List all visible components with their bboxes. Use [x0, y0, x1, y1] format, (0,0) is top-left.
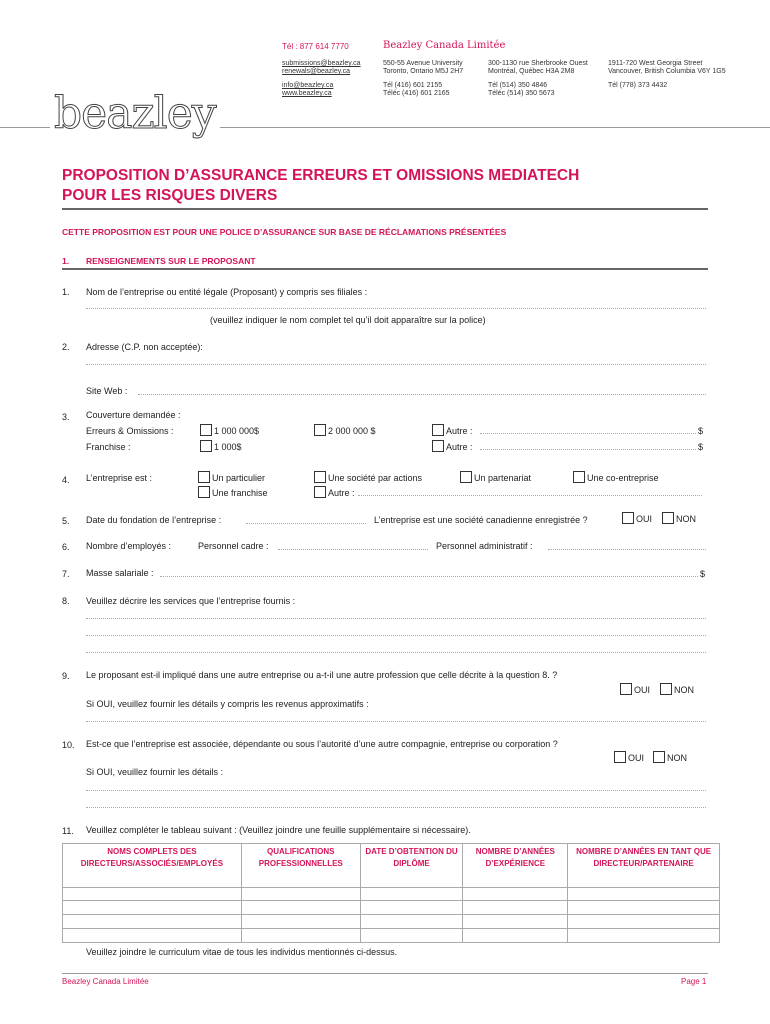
q10-non[interactable] — [653, 751, 687, 763]
q5-date-field[interactable] — [246, 514, 366, 524]
q3-label: Couverture demandée : — [86, 410, 181, 420]
table-cell[interactable] — [360, 888, 463, 901]
table-cell[interactable] — [63, 888, 242, 901]
vancouver-tel: Tél (778) 373 4432 — [608, 82, 668, 89]
q3-franchise-autre-field[interactable] — [480, 440, 696, 450]
montreal-fax: Téléc (514) 350 5673 — [488, 90, 555, 97]
option-label: Une co-entreprise — [587, 473, 659, 483]
oui-label: OUI — [634, 685, 651, 695]
col-header-date: DATE D’OBTENTION DU DIPLÔME — [360, 844, 463, 888]
footer-rule — [62, 973, 708, 974]
q4-opt-partenariat[interactable] — [460, 471, 531, 483]
q3-franchise-autre[interactable] — [432, 440, 473, 452]
oui-label: OUI — [628, 753, 645, 763]
table-row — [63, 915, 720, 929]
q9-label: Le proposant est-il impliqué dans une autre entreprise ou a-t-il une autre profession que celle décrite à la question 8. ? — [86, 670, 558, 680]
page-title — [62, 166, 579, 206]
q8-label: Veuillez décrire les services que l’entreprise fournis : — [86, 596, 296, 606]
table-cell[interactable] — [463, 901, 568, 915]
table-cell[interactable] — [360, 929, 463, 943]
q3-eo-label: Erreurs & Omissions : — [86, 426, 174, 436]
q3-opt-2m-label: 2 000 000 $ — [328, 426, 376, 436]
q11-label: Veuillez compléter le tableau suivant : (Veuillez joindre une feuille supplémentaire si nécessaire). — [86, 825, 471, 835]
q9-oui[interactable] — [620, 683, 650, 695]
q6-number: 6. — [62, 542, 70, 552]
q5-number: 5. — [62, 516, 70, 526]
table-row — [63, 929, 720, 943]
q4-number: 4. — [62, 475, 70, 485]
q3-franchise-autre-label: Autre : — [446, 442, 473, 452]
q2-label: Adresse (C.P. non acceptée): — [86, 342, 203, 352]
checkbox[interactable] — [620, 683, 632, 695]
col-header-qualifications: QUALIFICATIONS PROFESSIONNELLES — [241, 844, 360, 888]
q3-autre-field[interactable] — [480, 424, 696, 434]
q8-field-line-1[interactable] — [86, 610, 706, 619]
table-cell[interactable] — [63, 929, 242, 943]
q9-detail-label: Si OUI, veuillez fournir les détails y compris les revenus approximatifs : — [86, 699, 369, 709]
q3-franchise-label: Franchise : — [86, 442, 131, 452]
q8-field-line-3[interactable] — [86, 644, 706, 653]
q10-number: 10. — [62, 740, 75, 750]
section-rule — [62, 268, 708, 270]
table-header-row — [63, 844, 720, 888]
table-row — [63, 901, 720, 915]
toronto-fax: Téléc (416) 601 2165 — [383, 90, 450, 97]
vancouver-line: Vancouver, British Columbia V6Y 1G5 — [608, 68, 726, 75]
montreal-address — [488, 60, 588, 98]
q2-site-label: Site Web : — [86, 386, 128, 396]
table-cell[interactable] — [241, 888, 360, 901]
checkbox[interactable] — [432, 440, 444, 452]
q1-label: Nom de l’entreprise ou entité légale (Proposant) y compris ses filiales : — [86, 287, 368, 297]
vancouver-address — [608, 60, 726, 90]
q5-non[interactable] — [662, 512, 696, 524]
q9-non[interactable] — [660, 683, 694, 695]
q5-oui[interactable] — [622, 512, 652, 524]
checkbox[interactable] — [198, 471, 210, 483]
checkbox[interactable] — [314, 471, 326, 483]
col-header-director: NOMBRE D’ANNÉES EN TANT QUE DIRECTEUR/PARTENAIRE — [568, 844, 720, 888]
montreal-tel: Tél (514) 350 4846 — [488, 82, 548, 89]
checkbox[interactable] — [314, 486, 326, 498]
title-rule — [62, 208, 708, 210]
header-emails — [282, 60, 361, 98]
table-cell[interactable] — [568, 888, 720, 901]
q6-label: Nombre d’employés : — [86, 541, 172, 551]
checkbox[interactable] — [573, 471, 585, 483]
toronto-line: 550-55 Avenue University — [383, 60, 463, 67]
checkbox[interactable] — [200, 424, 212, 436]
q11-number: 11. — [62, 826, 74, 836]
q7-number: 7. — [62, 569, 70, 579]
q6-cadre-label: Personnel cadre : — [198, 541, 269, 551]
option-label: Autre : — [328, 488, 355, 498]
option-label: Une société par actions — [328, 473, 423, 483]
q10-oui[interactable] — [614, 751, 644, 763]
checkbox[interactable] — [614, 751, 626, 763]
q4-opt-coentreprise[interactable] — [573, 471, 659, 483]
q2-site-field[interactable] — [138, 385, 706, 395]
renewals-email[interactable]: renewals@beazley.ca — [282, 68, 351, 75]
section-number: 1. — [62, 256, 70, 266]
table-cell[interactable] — [463, 915, 568, 929]
header-company: Beazley Canada Limitée — [383, 40, 506, 51]
q2-address-field[interactable] — [86, 356, 706, 365]
montreal-line: 300-1130 rue Sherbrooke Ouest — [488, 60, 588, 67]
toronto-tel: Tél (416) 601 2155 — [383, 82, 443, 89]
table-cell[interactable] — [241, 929, 360, 943]
q6-admin-label: Personnel administratif : — [436, 541, 533, 551]
montreal-line: Montréal, Québec H3A 2M8 — [488, 68, 575, 75]
q7-dollar: $ — [700, 569, 706, 579]
option-label: Une franchise — [212, 488, 268, 498]
q8-number: 8. — [62, 596, 70, 606]
q1-number: 1. — [62, 287, 70, 297]
q3-franchise-opt-label: 1 000$ — [214, 442, 242, 452]
q3-franchise-opt[interactable] — [200, 440, 242, 452]
q3-autre-label: Autre : — [446, 426, 473, 436]
q7-label: Masse salariale : — [86, 568, 154, 578]
q4-opt-societe[interactable] — [314, 471, 422, 483]
q4-opt-autre[interactable] — [314, 486, 355, 498]
table-cell[interactable] — [241, 901, 360, 915]
website-link[interactable]: www.beazley.ca — [282, 90, 332, 97]
q4-opt-franchise[interactable] — [198, 486, 268, 498]
checkbox[interactable] — [200, 440, 212, 452]
table-cell[interactable] — [360, 915, 463, 929]
option-label: Un partenariat — [474, 473, 532, 483]
q10-detail-label: Si OUI, veuillez fournir les détails : — [86, 767, 224, 777]
q4-opt-particulier[interactable] — [198, 471, 265, 483]
section-title: RENSEIGNEMENTS SUR LE PROPOSANT — [86, 256, 256, 266]
checkbox[interactable] — [653, 751, 665, 763]
q8-field-line-2[interactable] — [86, 627, 706, 636]
submissions-email[interactable]: submissions@beazley.ca — [282, 60, 361, 67]
q3-opt-1m[interactable] — [200, 424, 259, 436]
title-line-1: PROPOSITION D’ASSURANCE ERREURS ET OMISSIONS MEDIATECH — [62, 167, 580, 184]
info-email[interactable]: info@beazley.ca — [282, 82, 334, 89]
col-header-experience: NOMBRE D’ANNÉES D’EXPÉRIENCE — [463, 844, 568, 888]
q5-label2: L’entreprise est une société canadienne enregistrée ? — [374, 515, 588, 525]
non-label: NON — [676, 514, 696, 524]
q3-opt-autre[interactable] — [432, 424, 473, 436]
table-cell[interactable] — [568, 915, 720, 929]
q10-label: Est-ce que l’entreprise est associée, dépendante ou sous l’autorité d’une autre compagnie, entreprise ou corporation ? — [86, 739, 558, 749]
q3-number: 3. — [62, 412, 70, 422]
option-label: Un particulier — [212, 473, 266, 483]
q5-label: Date du fondation de l’entreprise : — [86, 515, 222, 525]
oui-label: OUI — [636, 514, 653, 524]
personnel-table — [62, 843, 720, 943]
q3-dollar: $ — [698, 426, 704, 436]
checkbox[interactable] — [662, 512, 674, 524]
footer-page-number: Page 1 — [681, 977, 707, 986]
checkbox[interactable] — [432, 424, 444, 436]
checkbox[interactable] — [198, 486, 210, 498]
non-label: NON — [667, 753, 687, 763]
q7-field[interactable] — [160, 567, 698, 577]
table-cell[interactable] — [463, 888, 568, 901]
table-cell[interactable] — [463, 929, 568, 943]
table-cell[interactable] — [63, 901, 242, 915]
beazley-logo: beazley — [50, 88, 220, 139]
table-row — [63, 888, 720, 901]
q3-opt-2m[interactable] — [314, 424, 376, 436]
q9-detail-field[interactable] — [86, 713, 706, 722]
table-cell[interactable] — [360, 901, 463, 915]
q2-number: 2. — [62, 342, 70, 352]
table-cell[interactable] — [241, 915, 360, 929]
q10-field-line-2[interactable] — [86, 799, 706, 808]
q10-field-line-1[interactable] — [86, 782, 706, 791]
q3-opt-1m-label: 1 000 000$ — [214, 426, 260, 436]
checkbox[interactable] — [622, 512, 634, 524]
footer-company: Beazley Canada Limitée — [62, 977, 149, 986]
q1-note: (veuillez indiquer le nom complet tel qu’il doit apparaître sur la police) — [210, 315, 486, 325]
table-cell[interactable] — [568, 929, 720, 943]
non-label: NON — [674, 685, 694, 695]
subtitle: CETTE PROPOSITION EST POUR UNE POLICE D’ASSURANCE SUR BASE DE RÉCLAMATIONS PRÉSENTÉES — [62, 227, 507, 237]
q4-label: L’entreprise est : — [86, 473, 153, 483]
table-cell[interactable] — [63, 915, 242, 929]
col-header-names: NOMS COMPLETS DES DIRECTEURS/ASSOCIÉS/EMPLOYÉS — [63, 844, 242, 888]
q6-admin-field[interactable] — [548, 540, 706, 550]
checkbox[interactable] — [314, 424, 326, 436]
vancouver-line: 1911-720 West Georgia Street — [608, 60, 703, 67]
q3-dollar-2: $ — [698, 442, 704, 452]
toronto-address — [383, 60, 463, 98]
q9-number: 9. — [62, 671, 70, 681]
q11-footnote: Veuillez joindre le curriculum vitae de tous les individus mentionnés ci-dessus. — [86, 947, 398, 957]
q6-cadre-field[interactable] — [278, 540, 428, 550]
q1-field[interactable] — [86, 298, 706, 309]
header-phone: Tél : 877 614 7770 — [282, 42, 349, 51]
checkbox[interactable] — [460, 471, 472, 483]
table-cell[interactable] — [568, 901, 720, 915]
checkbox[interactable] — [660, 683, 672, 695]
title-line-2: POUR LES RISQUES DIVERS — [62, 187, 278, 204]
toronto-line: Toronto, Ontario M5J 2H7 — [383, 68, 464, 75]
q4-autre-field[interactable] — [358, 486, 702, 496]
